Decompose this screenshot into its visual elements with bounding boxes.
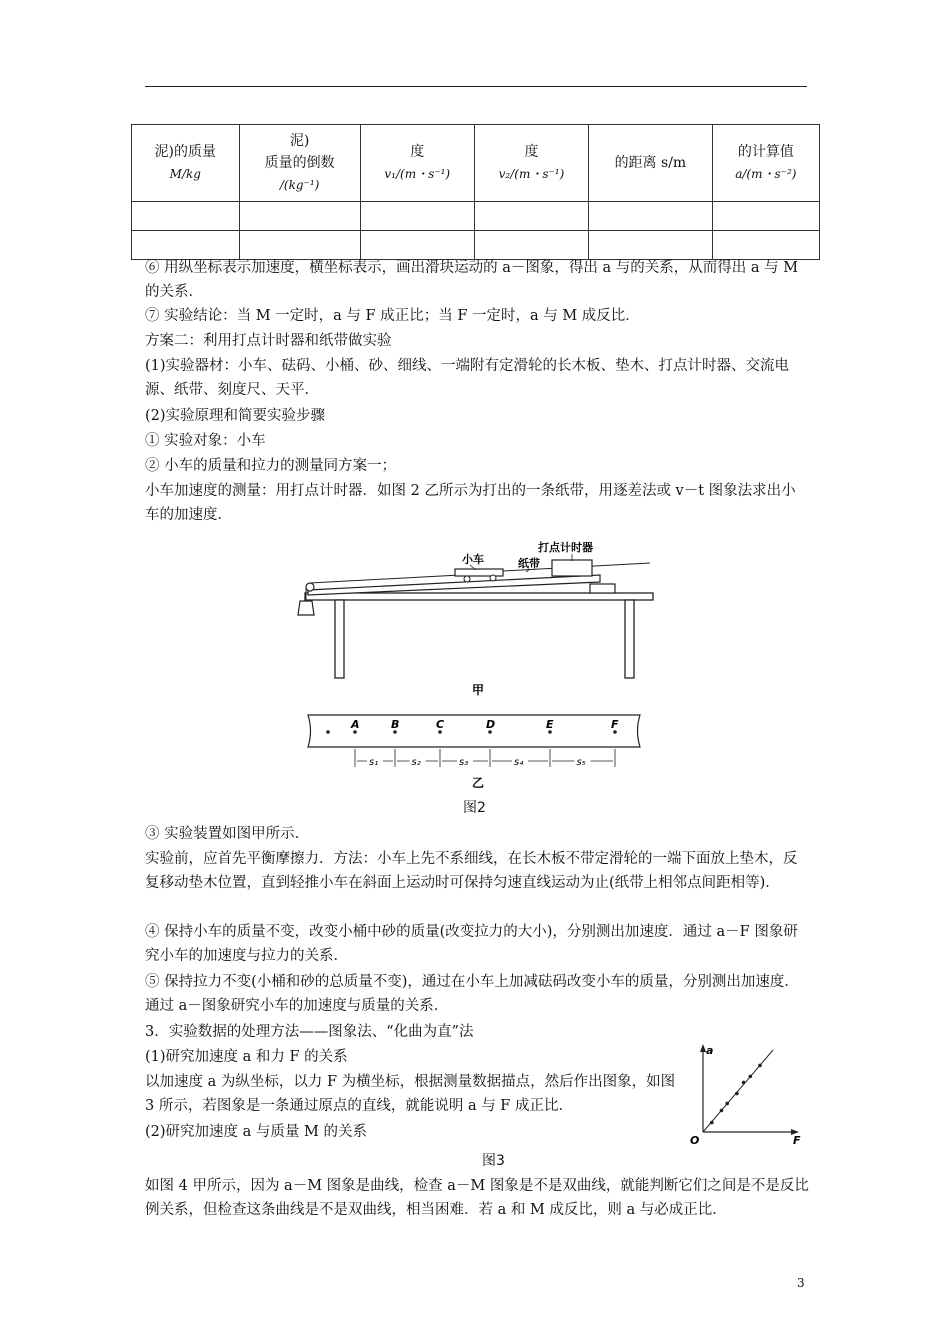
segment-label: s₅ — [576, 757, 586, 768]
paragraph: 方案二：利用打点计时器和纸带做实验 — [145, 333, 392, 349]
tape-point-label: C — [436, 718, 445, 731]
paragraph: ⑤ 保持拉力不变(小桶和砂的总质量不变)，通过在小车上加减砝码改变小车的质量，分别测出加速度．通过 a－图象研究小车的加速度与质量的关系． — [145, 974, 799, 1014]
segment-label: s₂ — [411, 757, 421, 768]
long-board — [308, 575, 600, 595]
fit-line — [703, 1050, 773, 1132]
data-point — [710, 1121, 714, 1125]
tape-point-label: E — [546, 718, 554, 731]
header-cell — [474, 125, 588, 202]
table-leg-left — [335, 600, 344, 678]
table-leg-right — [625, 600, 634, 678]
header-line: 度 — [410, 144, 425, 160]
label-tape: 纸带 — [518, 557, 540, 570]
header-unit: /(kg⁻¹) — [279, 178, 320, 192]
figure-3-caption: 图3 — [482, 1153, 505, 1169]
label-car: 小车 — [462, 553, 484, 566]
header-cell — [239, 125, 360, 202]
axis-label-a: a — [706, 1044, 714, 1057]
header-unit: M/kg — [169, 167, 201, 181]
paragraph: ④ 保持小车的质量不变，改变小桶中砂的质量(改变拉力的大小)，分别测出加速度．通过 a－F 图象研究小车的加速度与拉力的关系． — [145, 924, 798, 964]
label-timer: 打点计时器 — [538, 541, 593, 554]
paragraph: 如图 4 甲所示，因为 a－M 图象是曲线，检查 a－M 图象是不是双曲线，就能判断它们之间是不是反比例关系，但检查这条曲线是不是双曲线，相当困难．若 a 和 M 成反比，则 a 与必成正比． — [145, 1178, 809, 1218]
wood-block — [590, 584, 615, 593]
header-unit: a/(m・s⁻²) — [735, 167, 797, 181]
pulley-icon — [306, 583, 314, 591]
data-point — [735, 1092, 739, 1096]
header-cell — [712, 125, 819, 202]
data-table — [131, 124, 820, 260]
paragraph: ⑦ 实验结论：当 M 一定时，a 与 F 成正比；当 F 一定时，a 与 M 成反比． — [145, 308, 640, 324]
wheel-icon — [490, 575, 496, 581]
paragraph: ① 实验对象：小车 — [145, 433, 266, 449]
header-cell — [360, 125, 474, 202]
tape-point-label: A — [351, 718, 360, 731]
table-header-row — [132, 125, 820, 202]
label-jia: 甲 — [472, 683, 485, 697]
wheel-icon — [464, 576, 470, 582]
paragraph: (1)研究加速度 a 和力 F 的关系 — [145, 1049, 348, 1065]
page-number: 3 — [797, 1276, 805, 1290]
header-line: 度 — [524, 144, 539, 160]
segment-label: s₁ — [369, 757, 379, 768]
figure-3 — [685, 1040, 810, 1145]
data-point — [749, 1075, 753, 1079]
header-line: 质量的倒数 — [264, 155, 335, 171]
header-unit: v₁/(m・s⁻¹) — [384, 167, 451, 181]
header-line: 的计算值 — [737, 144, 794, 160]
paragraph: ⑥ 用纵坐标表示加速度，横坐标表示，画出滑块运动的 a－图象，得出 a 与的关系，从而得出 a 与 M 的关系． — [145, 260, 799, 300]
header-line: 的距离 s/m — [614, 155, 687, 171]
header-unit: v₂/(m・s⁻¹) — [498, 167, 565, 181]
paragraph: 实验前，应首先平衡摩擦力．方法：小车上先不系细线，在长木板不带定滑轮的一端下面放上垫木，反复移动垫木位置，直到轻推小车在斜面上运动时可保持匀速直线运动为止(纸带上相邻点间距相等)． — [145, 851, 798, 891]
string — [310, 575, 460, 583]
lab-table-top — [305, 593, 653, 600]
timer-icon — [552, 560, 592, 576]
figure-2 — [290, 535, 670, 815]
figure-2-caption: 图2 — [463, 800, 486, 816]
tape-point-label: F — [611, 718, 619, 731]
paragraph: 3．实验数据的处理方法——图象法、“化曲为直”法 — [145, 1024, 474, 1040]
tape-point-label: B — [391, 718, 400, 731]
paragraph: (1)实验器材：小车、砝码、小桶、砂、细线、一端附有定滑轮的长木板、垫木、打点计时器、交流电源、纸带、刻度尺、天平． — [145, 358, 790, 398]
origin-label: O — [690, 1134, 700, 1145]
data-point — [758, 1064, 762, 1068]
table-row — [132, 202, 820, 231]
paragraph: (2)研究加速度 a 与质量 M 的关系 — [145, 1124, 367, 1140]
paragraph: ③ 实验装置如图甲所示． — [145, 826, 310, 842]
header-line: 泥)的质量 — [154, 144, 217, 160]
data-point — [725, 1102, 729, 1106]
paragraph: (2)实验原理和简要实验步骤 — [145, 408, 326, 424]
header-cell — [132, 125, 240, 202]
data-point — [742, 1081, 746, 1085]
label-yi: 乙 — [472, 776, 485, 790]
axis-label-f: F — [793, 1134, 801, 1145]
paragraph: ② 小车的质量和拉力的测量同方案一； — [145, 458, 397, 474]
tape-dot — [326, 730, 330, 734]
header-cell — [589, 125, 713, 202]
header-line: 泥) — [289, 133, 310, 149]
header-rule — [145, 86, 807, 87]
data-point — [720, 1109, 724, 1113]
segment-label: s₃ — [459, 757, 469, 768]
paragraph: 以加速度 a 为纵坐标，以力 F 为横坐标，根据测量数据描点，然后作出图象，如图 3 所示，若图象是一条通过原点的直线，就能说明 a 与 F 成正比． — [145, 1074, 676, 1114]
segment-label: s₄ — [514, 757, 524, 768]
paragraph: 小车加速度的测量：用打点计时器．如图 2 乙所示为打出的一条纸带，用逐差法或 v－t 图象法求出小车的加速度． — [145, 483, 796, 523]
tape-point-label: D — [486, 718, 496, 731]
bucket-icon — [298, 601, 314, 615]
car-icon — [455, 569, 503, 576]
